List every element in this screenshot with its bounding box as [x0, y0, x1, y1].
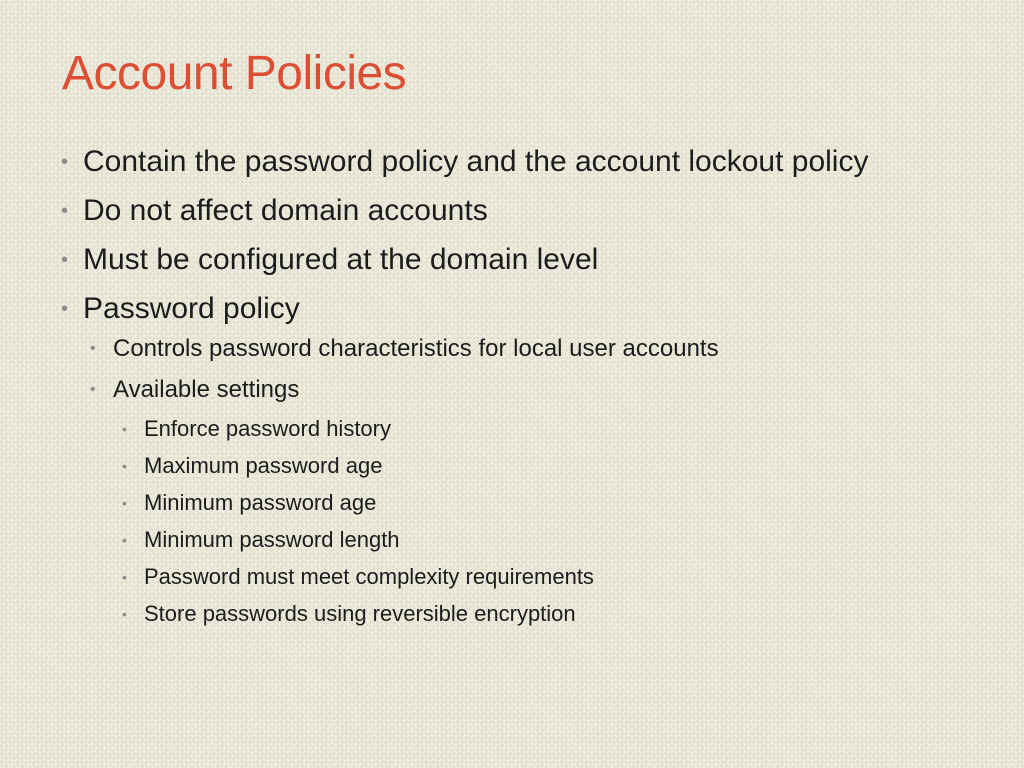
setting-item: [60, 563, 940, 591]
bullet-item: [60, 289, 940, 329]
bullet-list: [60, 142, 940, 628]
setting-item: [60, 489, 940, 517]
bullet-icon: •: [61, 200, 69, 222]
setting-item: [60, 526, 940, 554]
bullet-icon: •: [90, 340, 96, 357]
setting-item: [60, 452, 940, 480]
bullet-icon: •: [122, 421, 127, 437]
slide-content: [60, 142, 940, 637]
setting-item: [60, 600, 940, 628]
setting-text: Password must meet complexity requirements: [144, 564, 594, 589]
bullet-text: Password policy: [83, 292, 300, 325]
bullet-icon: •: [61, 249, 69, 271]
bullet-icon: •: [122, 569, 127, 585]
setting-text: Store passwords using reversible encryption: [144, 601, 576, 626]
bullet-item: [60, 142, 940, 182]
bullet-item: [60, 240, 940, 280]
bullet-item: [60, 191, 940, 231]
bullet-icon: •: [122, 458, 127, 474]
sub-bullet-item: [60, 374, 940, 406]
setting-text: Minimum password length: [144, 527, 400, 552]
bullet-text: Contain the password policy and the account lockout policy: [83, 145, 869, 178]
bullet-icon: •: [122, 606, 127, 622]
setting-item: [60, 415, 940, 443]
bullet-text: Must be configured at the domain level: [83, 243, 599, 276]
bullet-icon: •: [61, 151, 69, 173]
setting-text: Maximum password age: [144, 453, 383, 478]
bullet-icon: •: [122, 495, 127, 511]
bullet-icon: •: [122, 532, 127, 548]
sub-bullet-item: [60, 333, 940, 365]
slide-title: Account Policies: [62, 47, 407, 100]
bullet-icon: •: [90, 381, 96, 398]
bullet-text: Do not affect domain accounts: [83, 194, 488, 227]
sub-bullet-text: Controls password characteristics for local user accounts: [113, 335, 719, 362]
sub-bullet-text: Available settings: [113, 376, 300, 403]
setting-text: Enforce password history: [144, 416, 391, 441]
setting-text: Minimum password age: [144, 490, 377, 515]
bullet-icon: •: [61, 298, 69, 320]
